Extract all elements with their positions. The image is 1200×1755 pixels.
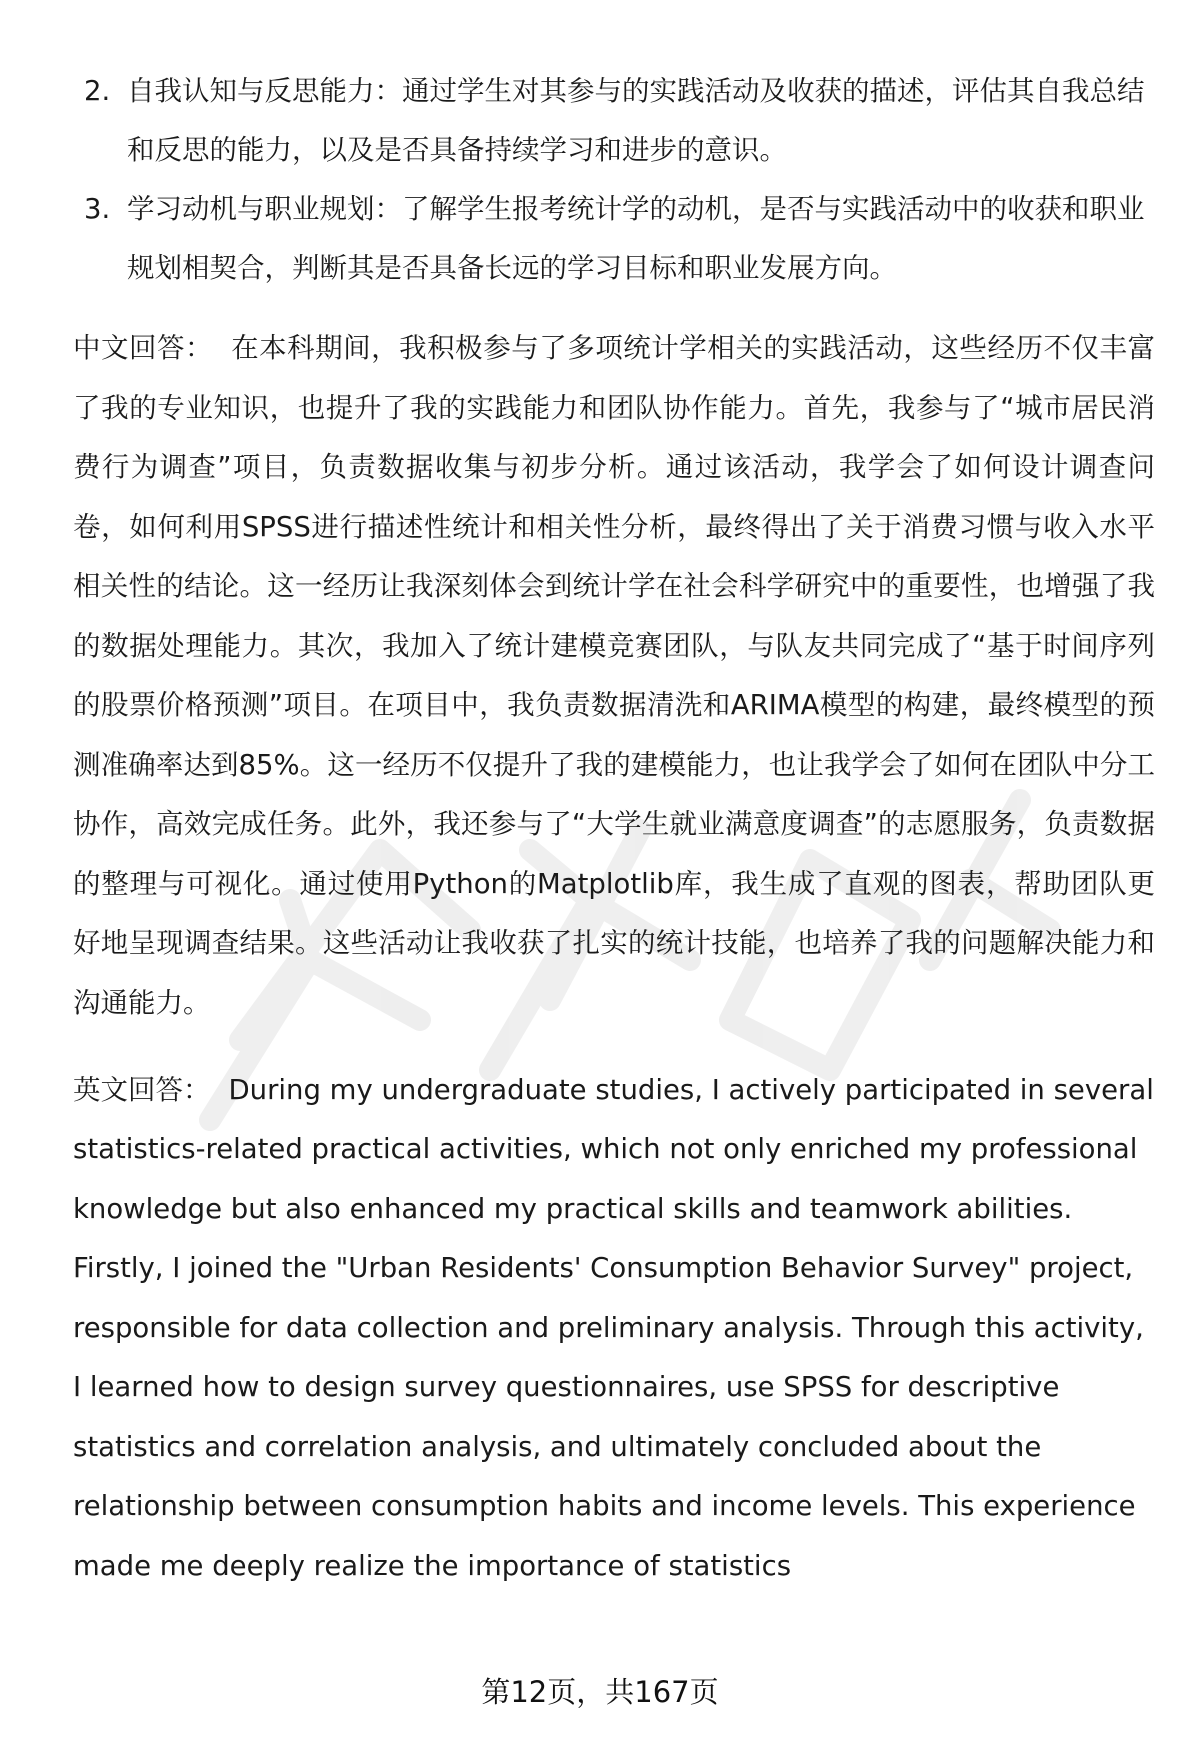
criteria-number: 3. xyxy=(84,193,111,225)
criteria-number: 2. xyxy=(84,75,111,107)
english-answer-text: During my undergraduate studies, I actively participated in several statistics-related practical activities, which not only enriched my professional knowledge but also enhanced my practical skills and teamwork abilities. Firstly, I joined the "Urban Residents' Consumption Behavior Survey" project, responsible for data collection and preliminary analysis. Through this activity, I learned how to design survey questionnaires, use SPSS for descriptive statistics and correlation analysis, and ultimately concluded about the relationship between consumption habits and income levels. This experience made me deeply realize the importance of statistics xyxy=(73,1073,1154,1582)
evaluation-criteria-list xyxy=(73,62,1155,298)
english-answer-label: 英文回答： xyxy=(73,1073,211,1106)
page-number-indicator: 第12页，共167页 xyxy=(481,1675,719,1709)
criteria-text: 学习动机与职业规划：了解学生报考统计学的动机，是否与实践活动中的收获和职业规划相契合，判断其是否具备长远的学习目标和职业发展方向。 xyxy=(127,193,1145,284)
criteria-text: 自我认知与反思能力：通过学生对其参与的实践活动及收获的描述，评估其自我总结和反思的能力，以及是否具备持续学习和进步的意识。 xyxy=(127,75,1145,166)
page-content xyxy=(73,62,1155,1624)
chinese-answer-label: 中文回答： xyxy=(73,332,214,364)
english-answer-paragraph xyxy=(73,1061,1155,1597)
page-footer xyxy=(0,1672,1200,1712)
chinese-answer-paragraph xyxy=(73,319,1155,1033)
criteria-item xyxy=(73,62,1155,180)
criteria-item xyxy=(73,180,1155,298)
chinese-answer-text: 在本科期间，我积极参与了多项统计学相关的实践活动，这些经历不仅丰富了我的专业知识，也提升了我的实践能力和团队协作能力。首先，我参与了“城市居民消费行为调查”项目，负责数据收集与初步分析。通过该活动，我学会了如何设计调查问卷，如何利用SPSS进行描述性统计和相关性分析，最终得出了关于消费习惯与收入水平相关性的结论。这一经历让我深刻体会到统计学在社会科学研究中的重要性，也增强了我的数据处理能力。其次，我加入了统计建模竞赛团队，与队友共同完成了“基于时间序列的股票价格预测”项目。在项目中，我负责数据清洗和ARIMA模型的构建，最终模型的预测准确率达到85%。这一经历不仅提升了我的建模能力，也让我学会了如何在团队中分工协作，高效完成任务。此外，我还参与了“大学生就业满意度调查”的志愿服务，负责数据的整理与可视化。通过使用Python的Matplotlib库，我生成了直观的图表，帮助团队更好地呈现调查结果。这些活动让我收获了扎实的统计技能，也培养了我的问题解决能力和沟通能力。 xyxy=(73,332,1156,1019)
